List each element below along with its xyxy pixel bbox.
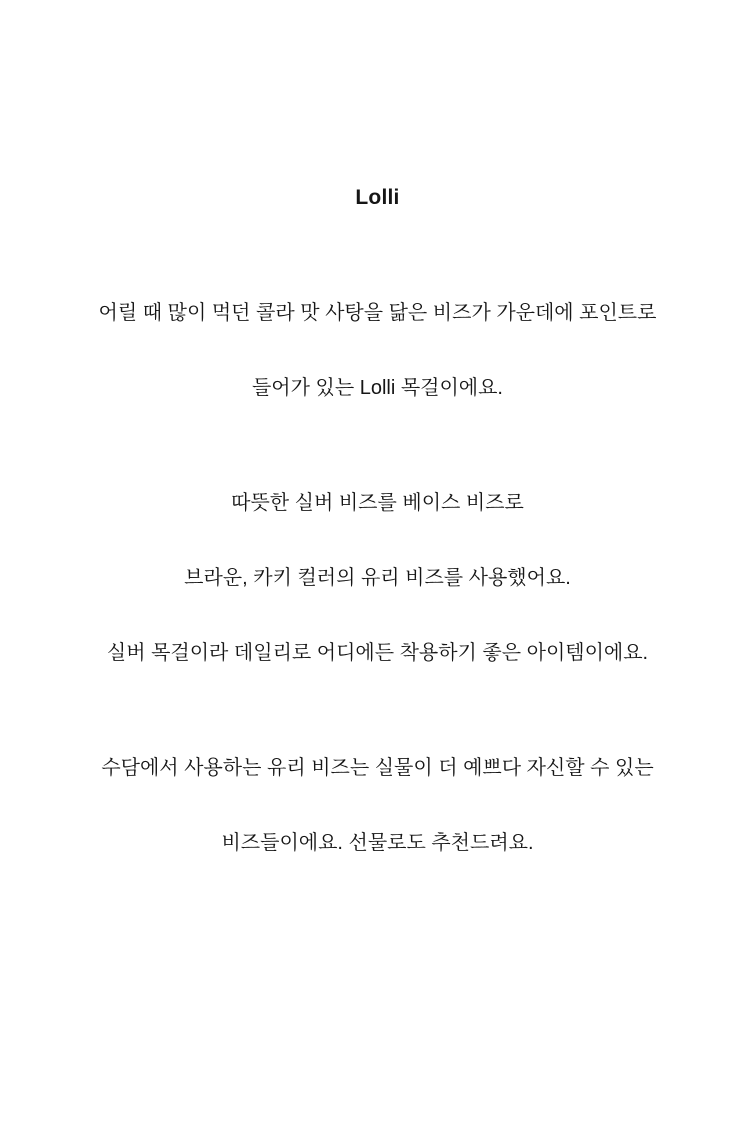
product-description-page [0,184,755,1132]
text-line: 어릴 때 많이 먹던 콜라 맛 사탕을 닮은 비즈가 가운데에 포인트로 [98,302,657,324]
text-line: 실버 목걸이라 데일리로 어디에든 착용하기 좋은 아이템이에요. [106,642,649,664]
text-line: 따뜻한 실버 비즈를 베이스 비즈로 [231,492,524,514]
paragraph-recommendation [0,755,755,857]
product-title: Lolli [355,186,400,209]
text-line: 비즈들이에요. 선물로도 추천드려요. [221,832,534,854]
text-line: 수담에서 사용하는 유리 비즈는 실물이 더 예쁘다 자신할 수 있는 [101,757,654,779]
paragraph-materials [0,490,755,667]
text-line: 들어가 있는 Lolli 목걸이에요. [251,377,503,399]
paragraph-intro [0,300,755,402]
text-line: 브라운, 카키 컬러의 유리 비즈를 사용했어요. [184,567,571,589]
